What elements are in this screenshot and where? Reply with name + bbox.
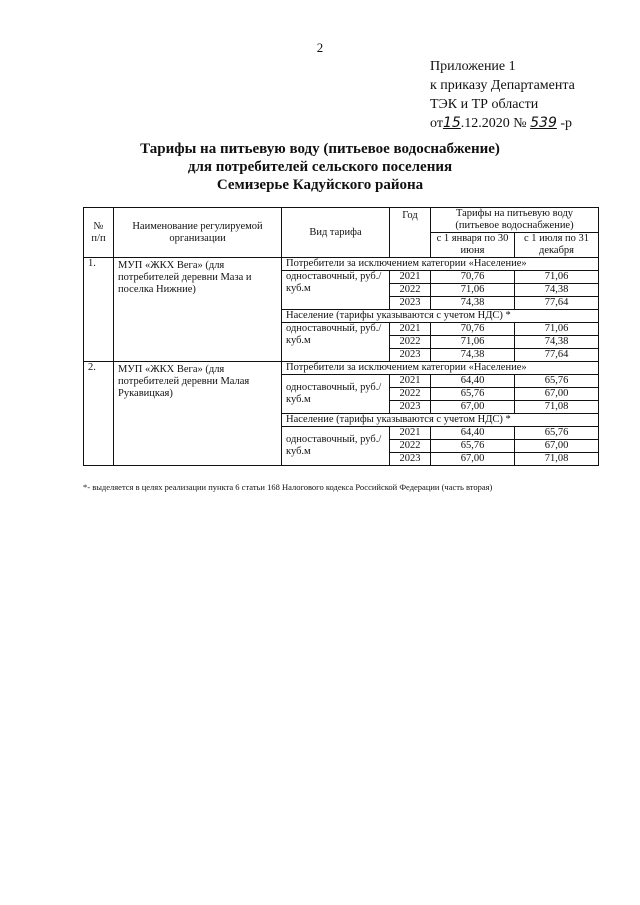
- year-cell: 2023: [390, 401, 431, 414]
- value-cell: 65,76: [515, 375, 599, 388]
- value-cell: 67,00: [515, 440, 599, 453]
- category-row: Потребители за исключением категории «Население»: [282, 362, 599, 375]
- tariff-table-wrapper: [83, 207, 599, 466]
- annex-date-prefix: от: [430, 116, 443, 131]
- page-number: 2: [316, 40, 324, 55]
- annex-block: [430, 57, 630, 133]
- header-type: Вид тарифа: [282, 208, 390, 258]
- header-period-1: с 1 января по 30 июня: [431, 233, 515, 258]
- annex-line-1: Приложение 1: [430, 59, 516, 74]
- row-num: 2.: [84, 362, 114, 466]
- header-period-2: с 1 июля по 31 декабря: [515, 233, 599, 258]
- handwritten-day: 15: [442, 115, 461, 131]
- header-year: Год: [390, 208, 431, 258]
- value-cell: 77,64: [515, 349, 599, 362]
- annex-line-3: ТЭК и ТР области: [430, 97, 539, 112]
- row-num: 1.: [84, 258, 114, 362]
- row-org: МУП «ЖКХ Вега» (для потребителей деревни Маза и поселка Нижние): [114, 258, 282, 362]
- value-cell: 71,08: [515, 401, 599, 414]
- value-cell: 71,06: [431, 284, 515, 297]
- value-cell: 71,08: [515, 453, 599, 466]
- value-cell: 65,76: [431, 388, 515, 401]
- annex-line-2: к приказу Департамента: [430, 78, 575, 93]
- value-cell: 74,38: [431, 297, 515, 310]
- title-line-1: Тарифы на питьевую воду (питьевое водоснабжение): [140, 141, 500, 157]
- value-cell: 77,64: [515, 297, 599, 310]
- annex-suffix: -р: [560, 116, 573, 131]
- value-cell: 74,38: [431, 349, 515, 362]
- value-cell: 67,00: [515, 388, 599, 401]
- value-cell: 70,76: [431, 323, 515, 336]
- year-cell: 2022: [390, 440, 431, 453]
- value-cell: 71,06: [431, 336, 515, 349]
- category-row: Население (тарифы указываются с учетом НДС) *: [282, 414, 599, 427]
- year-cell: 2021: [390, 323, 431, 336]
- tariff-type: одноставочный, руб./куб.м: [282, 323, 390, 362]
- value-cell: 74,38: [515, 336, 599, 349]
- value-cell: 65,76: [515, 427, 599, 440]
- value-cell: 71,06: [515, 271, 599, 284]
- year-cell: 2023: [390, 349, 431, 362]
- category-row: Население (тарифы указываются с учетом НДС) *: [282, 310, 599, 323]
- tariff-table: [83, 207, 599, 466]
- value-cell: 74,38: [515, 284, 599, 297]
- year-cell: 2021: [390, 427, 431, 440]
- title-line-3: Семизерье Кадуйского района: [216, 177, 424, 193]
- header-num: № п/п: [84, 208, 114, 258]
- value-cell: 64,40: [431, 427, 515, 440]
- value-cell: 71,06: [515, 323, 599, 336]
- tariff-type: одноставочный, руб./куб.м: [282, 271, 390, 310]
- value-cell: 64,40: [431, 375, 515, 388]
- year-cell: 2022: [390, 388, 431, 401]
- header-tariffs: Тарифы на питьевую воду (питьевое водоснабжение): [431, 208, 599, 233]
- tariff-type: одноставочный, руб./куб.м: [282, 375, 390, 414]
- category-row: Потребители за исключением категории «Население»: [282, 258, 599, 271]
- annex-line-4: [430, 114, 630, 133]
- year-cell: 2023: [390, 297, 431, 310]
- value-cell: 70,76: [431, 271, 515, 284]
- year-cell: 2022: [390, 336, 431, 349]
- header-org: Наименование регулируемой организации: [114, 208, 282, 258]
- year-cell: 2021: [390, 271, 431, 284]
- year-cell: 2021: [390, 375, 431, 388]
- value-cell: 67,00: [431, 453, 515, 466]
- value-cell: 67,00: [431, 401, 515, 414]
- value-cell: 65,76: [431, 440, 515, 453]
- annex-date-rest: .12.2020 №: [460, 116, 527, 131]
- footnote: *- выделяется в целях реализации пункта 6 статьи 168 Налогового кодекса Российской Федерации (часть вторая): [83, 482, 493, 492]
- year-cell: 2022: [390, 284, 431, 297]
- year-cell: 2023: [390, 453, 431, 466]
- row-org: МУП «ЖКХ Вега» (для потребителей деревни Малая Рукавицкая): [114, 362, 282, 466]
- document-title: [0, 140, 640, 194]
- handwritten-order-number: 539: [530, 115, 557, 131]
- title-line-2: для потребителей сельского поселения: [187, 159, 453, 175]
- tariff-type: одноставочный, руб./куб.м: [282, 427, 390, 466]
